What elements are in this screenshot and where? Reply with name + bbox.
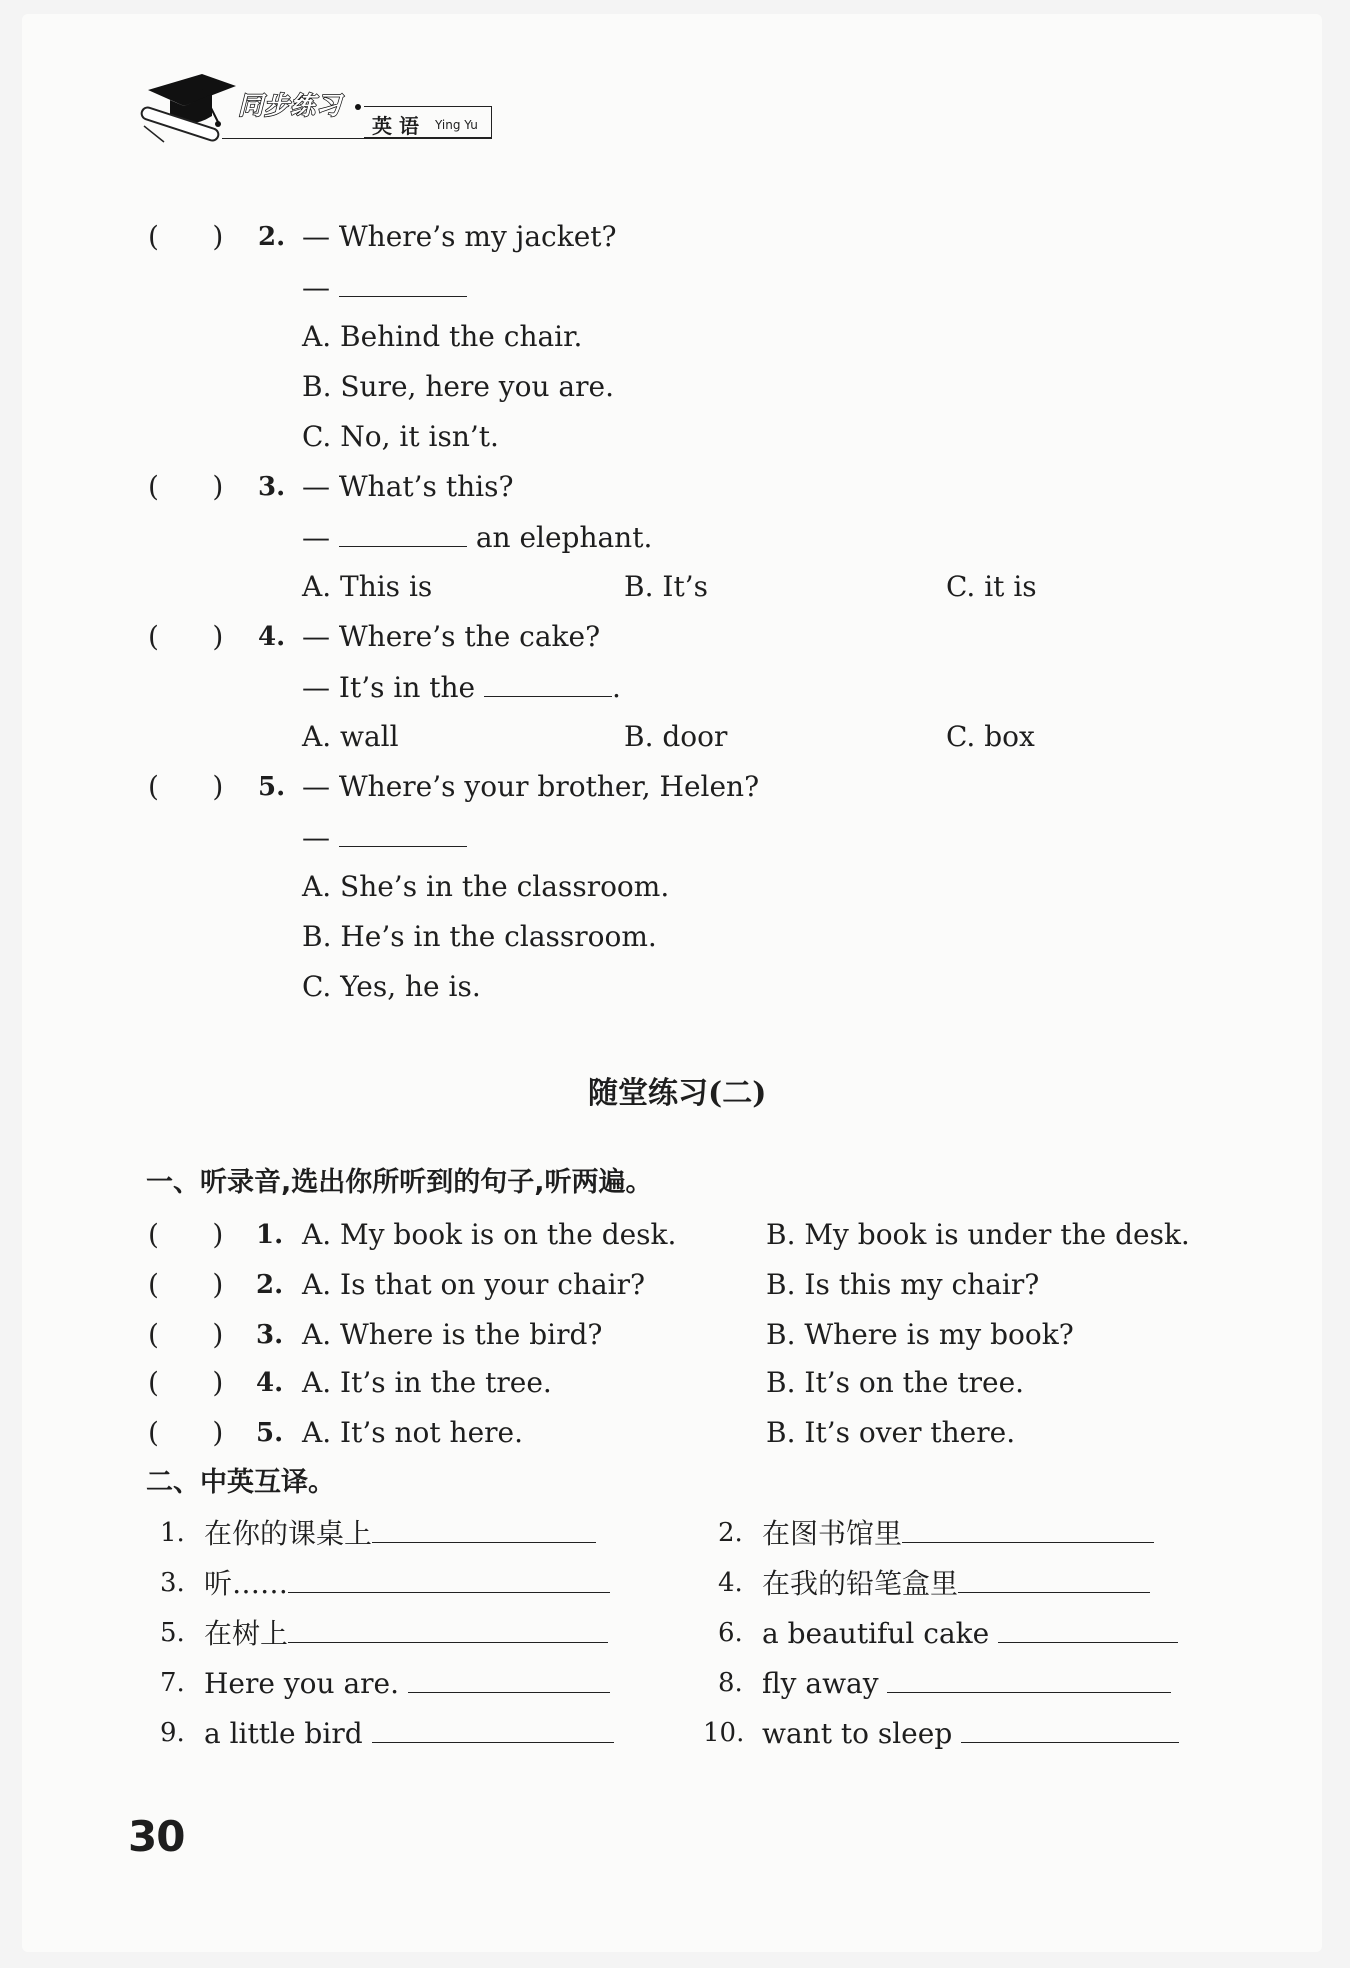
translation-item: Here you are. — [204, 1666, 610, 1701]
item-number: 3. — [160, 1568, 185, 1598]
question-number: 3. — [258, 472, 286, 502]
translation-item: a little bird — [204, 1716, 614, 1751]
answer-blank[interactable] — [958, 1566, 1150, 1593]
translation-item: fly away — [762, 1666, 1171, 1701]
option: C. it is — [946, 570, 1037, 603]
option: B. It’s — [624, 570, 708, 603]
question-number: 4. — [258, 622, 286, 652]
question-prompt: — Where’s your brother, Helen? — [302, 770, 760, 803]
option-a: A. It’s not here. — [302, 1416, 524, 1449]
question-number: 1. — [256, 1220, 284, 1250]
answer-blank[interactable] — [887, 1666, 1171, 1693]
answer-blank[interactable] — [961, 1716, 1179, 1743]
option: C. Yes, he is. — [302, 970, 481, 1003]
option: A. This is — [302, 570, 433, 603]
question-prompt: — Where’s my jacket? — [302, 220, 617, 253]
option: B. Sure, here you are. — [302, 370, 614, 403]
subject-pinyin: Ying Yu — [435, 118, 478, 132]
graduation-cap-icon — [140, 60, 240, 150]
option-b: B. My book is under the desk. — [766, 1218, 1190, 1251]
option-b: B. It’s over there. — [766, 1416, 1016, 1449]
item-number: 10. — [703, 1718, 745, 1748]
item-number: 7. — [160, 1668, 185, 1698]
translation-item: a beautiful cake — [762, 1616, 1178, 1651]
answer-paren[interactable]: ( ) — [148, 1218, 224, 1251]
answer-blank[interactable] — [484, 670, 612, 697]
answer-paren[interactable]: ( ) — [148, 1416, 224, 1449]
answer-paren[interactable]: ( ) — [148, 1268, 224, 1301]
question-prompt: — Where’s the cake? — [302, 620, 601, 653]
option-b: B. Where is my book? — [766, 1318, 1074, 1351]
item-number: 2. — [718, 1518, 743, 1548]
answer-blank[interactable] — [998, 1616, 1178, 1643]
item-number: 5. — [160, 1618, 185, 1648]
translation-item: 在你的课桌上 — [204, 1516, 596, 1551]
item-number: 9. — [160, 1718, 185, 1748]
item-number: 6. — [718, 1618, 743, 1648]
translation-item: 在我的铅笔盒里 — [762, 1566, 1150, 1601]
option: C. No, it isn’t. — [302, 420, 499, 453]
question-number: 5. — [256, 1418, 284, 1448]
answer-line: — It’s in the . — [302, 671, 621, 704]
question-number: 5. — [258, 772, 286, 802]
answer-paren[interactable]: ( ) — [148, 770, 224, 803]
page — [22, 14, 1322, 1952]
answer-line: — — [302, 270, 467, 305]
answer-blank[interactable] — [339, 820, 467, 847]
answer-paren[interactable]: ( ) — [148, 1366, 224, 1399]
option-a: A. Where is the bird? — [302, 1318, 603, 1351]
answer-blank[interactable] — [902, 1516, 1154, 1543]
answer-paren[interactable]: ( ) — [148, 1318, 224, 1351]
answer-paren[interactable]: ( ) — [148, 620, 224, 653]
answer-line: — — [302, 820, 467, 855]
option: A. Behind the chair. — [302, 320, 583, 353]
answer-blank[interactable] — [339, 270, 467, 297]
header-dot — [355, 104, 361, 110]
translation-item: want to sleep — [762, 1716, 1179, 1751]
answer-line: — an elephant. — [302, 521, 653, 554]
answer-paren[interactable]: ( ) — [148, 220, 224, 253]
answer-blank[interactable] — [372, 1516, 596, 1543]
question-number: 2. — [256, 1270, 284, 1300]
section-title: 随堂练习(二) — [588, 1076, 767, 1111]
translation-item: 在图书馆里 — [762, 1516, 1154, 1551]
item-number: 8. — [718, 1668, 743, 1698]
answer-blank[interactable] — [288, 1616, 608, 1643]
page-number: 30 — [128, 1812, 185, 1861]
option: B. He’s in the classroom. — [302, 920, 657, 953]
option-a: A. It’s in the tree. — [302, 1366, 552, 1399]
answer-blank[interactable] — [372, 1716, 614, 1743]
option-b: B. It’s on the tree. — [766, 1366, 1025, 1399]
question-number: 4. — [256, 1368, 284, 1398]
option-a: A. Is that on your chair? — [302, 1268, 646, 1301]
option-b: B. Is this my chair? — [766, 1268, 1040, 1301]
brand-title: 同步练习 — [238, 91, 343, 120]
translation-item: 在树上 — [204, 1616, 608, 1651]
option: A. She’s in the classroom. — [302, 870, 670, 903]
item-number: 4. — [718, 1568, 743, 1598]
part-b-heading: 二、中英互译。 — [146, 1467, 335, 1498]
question-number: 2. — [258, 222, 286, 252]
option: A. wall — [302, 720, 399, 753]
answer-blank[interactable] — [408, 1666, 610, 1693]
header-rule — [222, 138, 492, 139]
item-number: 1. — [160, 1518, 185, 1548]
subject-cn: 英 语 — [372, 114, 419, 138]
question-number: 3. — [256, 1320, 284, 1350]
answer-blank[interactable] — [288, 1566, 610, 1593]
answer-blank[interactable] — [339, 520, 467, 547]
option: C. box — [946, 720, 1035, 753]
translation-item: 听…… — [204, 1566, 610, 1601]
answer-paren[interactable]: ( ) — [148, 470, 224, 503]
part-a-heading: 一、听录音,选出你所听到的句子,听两遍。 — [146, 1167, 653, 1198]
option: B. door — [624, 720, 728, 753]
option-a: A. My book is on the desk. — [302, 1218, 677, 1251]
question-prompt: — What’s this? — [302, 470, 514, 503]
